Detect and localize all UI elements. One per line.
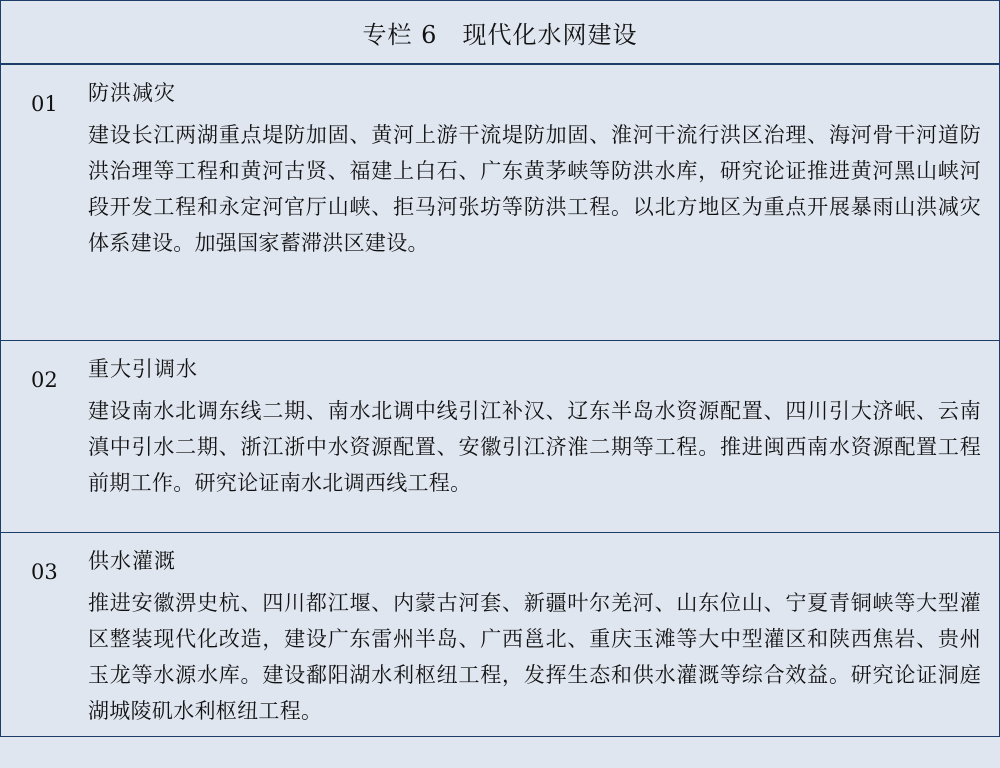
section-title: 供水灌溉 <box>88 549 176 573</box>
section-title: 重大引调水 <box>88 357 198 381</box>
section-flood-control <box>1 76 999 341</box>
section-number: 02 <box>31 368 58 392</box>
section-number: 01 <box>31 92 58 116</box>
section-water-supply-irrigation <box>1 544 999 768</box>
section-number: 03 <box>31 560 58 584</box>
section-title: 防洪减灾 <box>88 81 176 105</box>
section-body: 建设长江两湖重点堤防加固、黄河上游干流堤防加固、淮河干流行洪区治理、海河骨干河道防洪治理等工程和黄河古贤、福建上白石、广东黄茅峡等防洪水库，研究论证推进黄河黑山峡河段开发工程和永定河官厅山峡、拒马河张坊等防洪工程。以北方地区为重点开展暴雨山洪减灾体系建设。加强国家蓄滞洪区建设。 <box>88 123 981 255</box>
section-body: 推进安徽淠史杭、四川都江堰、内蒙古河套、新疆叶尔羌河、山东位山、宁夏青铜峡等大型灌区整装现代化改造，建设广东雷州半岛、广西邕北、重庆玉滩等大中型灌区和陕西焦岩、贵州玉龙等水源水库。建设鄱阳湖水利枢纽工程，发挥生态和供水灌溉等综合效益。研究论证洞庭湖城陵矶水利枢纽工程。 <box>88 591 981 723</box>
section-water-diversion <box>1 352 999 533</box>
section-body: 建设南水北调东线二期、南水北调中线引江补汉、辽东半岛水资源配置、四川引大济岷、云南滇中引水二期、浙江浙中水资源配置、安徽引江济淮二期等工程。推进闽西南水资源配置工程前期工作。研究论证南水北调西线工程。 <box>88 399 981 495</box>
column-title: 专栏 6 现代化水网建设 <box>1 1 999 65</box>
